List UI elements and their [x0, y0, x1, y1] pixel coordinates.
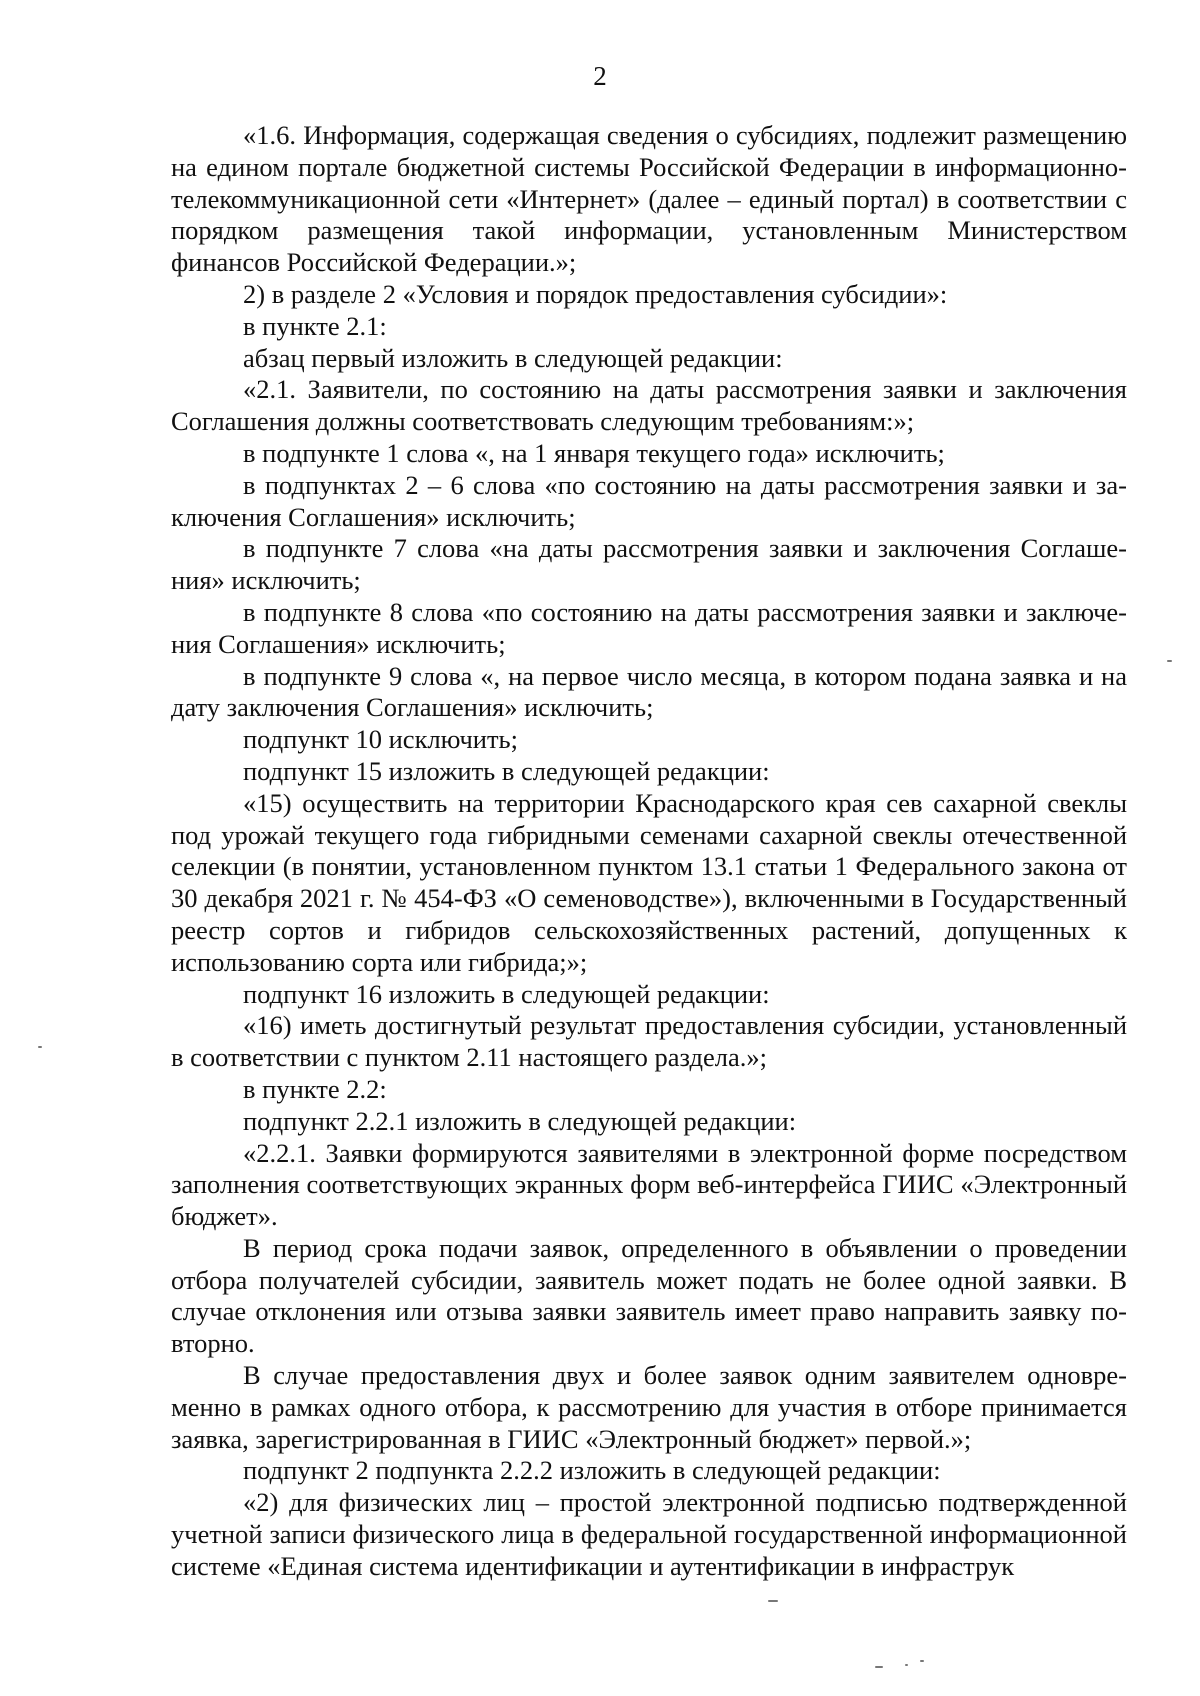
paragraph-subpoint-1: в подпункте 1 слова «, на 1 января текущего года» исключить; — [243, 437, 945, 468]
paragraph-point-2-2: в пункте 2.2: — [243, 1073, 387, 1104]
page-number: 2 — [593, 61, 607, 91]
scan-speck — [875, 1666, 883, 1668]
paragraph-point-2-1: в пункте 2.1: — [243, 310, 387, 341]
paragraph-physical-persons: «2) для физических лиц – простой электронной подписью подтвержденной учетной записи физического лица в федеральной государственной информационной системе «Единая система идентификации и аутентификации в инфраструк — [171, 1487, 1127, 1581]
paragraph-2-2-2-intro: подпункт 2 подпункта 2.2.2 изложить в следующей редакции: — [243, 1455, 941, 1486]
paragraph-1-6: «1.6. Информация, содержащая сведения о субсидиях, подлежит размещению на едином портале бюджетной системы Российской Федерации в информационно-телекоммуникационной сети «Интернет» (далее – единый портал) в соответствии с порядком размещения такой информации, установленным Министерством финансов Российской Федерации.»; — [171, 120, 1127, 278]
paragraph-subpoint-15-text: «15) осуществить на территории Краснодарского края сев сахарной свеклы под урожай текущего года гибридными семенами сахарной свеклы отечественной селекции (в понятии, установленном пунктом 13.1 статьи 1 Федерального закона от 30 декабря 2021 г. № 454-ФЗ «О семеноводстве»), включенными в Государственный реестр сортов и гибридов сельскохозяйственных растений, допущенных к использованию сорта или гибрида;»; — [171, 787, 1127, 977]
paragraph-multiple-applications: В случае предоставления двух и более заявок одним заявителем одновременно в рамках одного отбора, к рассмотрению для участия в отборе принимается заявка, зарегистрированная в ГИИС «Электронный бюджет» первой.»; — [171, 1360, 1127, 1454]
paragraph-subpoint-7: в подпункте 7 слова «на даты рассмотрения заявки и заключения Соглашения» исключить; — [171, 533, 1127, 596]
scan-speck — [38, 1046, 42, 1048]
paragraph-subpoints-2-6: в подпунктах 2 – 6 слова «по состоянию на даты рассмотрения заявки и заключения Соглашения» исключить; — [171, 469, 1127, 532]
scan-speck — [1167, 660, 1172, 662]
scan-speck — [920, 1660, 924, 1662]
paragraph-subpoint-15-intro: подпункт 15 изложить в следующей редакции: — [243, 755, 770, 786]
paragraph-2-1-text: «2.1. Заявители, по состоянию на даты рассмотрения заявки и заключения Соглашения должны соответствовать следующим требованиям:»; — [171, 374, 1127, 437]
scan-speck — [768, 1600, 778, 1602]
paragraph-subpoint-8: в подпункте 8 слова «по состоянию на даты рассмотрения заявки и заключения Соглашения» исключить; — [171, 596, 1127, 659]
paragraph-subpoint-9: в подпункте 9 слова «, на первое число месяца, в котором подана заявка и на дату заключения Соглашения» исключить; — [171, 660, 1127, 723]
document-body — [171, 120, 1127, 1583]
paragraph-section-2-heading: 2) в разделе 2 «Условия и порядок предоставления субсидии»: — [243, 278, 948, 309]
paragraph-application-period: В период срока подачи заявок, определенного в объявлении о проведении отбора получателей субсидии, заявитель может подать не более одной заявки. В случае отклонения или отзыва заявки заявитель имеет право направить заявку повторно. — [171, 1232, 1127, 1359]
scan-speck — [905, 1664, 908, 1666]
paragraph-2-2-1-text: «2.2.1. Заявки формируются заявителями в электронной форме посредством заполнения соответствующих экранных форм веб-интерфейса ГИИС «Электронный бюджет». — [171, 1137, 1127, 1232]
paragraph-first-abzac: абзац первый изложить в следующей редакции: — [243, 342, 783, 373]
paragraph-2-2-1-intro: подпункт 2.2.1 изложить в следующей редакции: — [243, 1105, 797, 1136]
paragraph-subpoint-16-text: «16) иметь достигнутый результат предоставления субсидии, установленный в соответствии с пунктом 2.11 настоящего раздела.»; — [171, 1010, 1127, 1073]
paragraph-subpoint-10: подпункт 10 исключить; — [243, 724, 518, 755]
paragraph-subpoint-16-intro: подпункт 16 изложить в следующей редакции: — [243, 978, 770, 1009]
